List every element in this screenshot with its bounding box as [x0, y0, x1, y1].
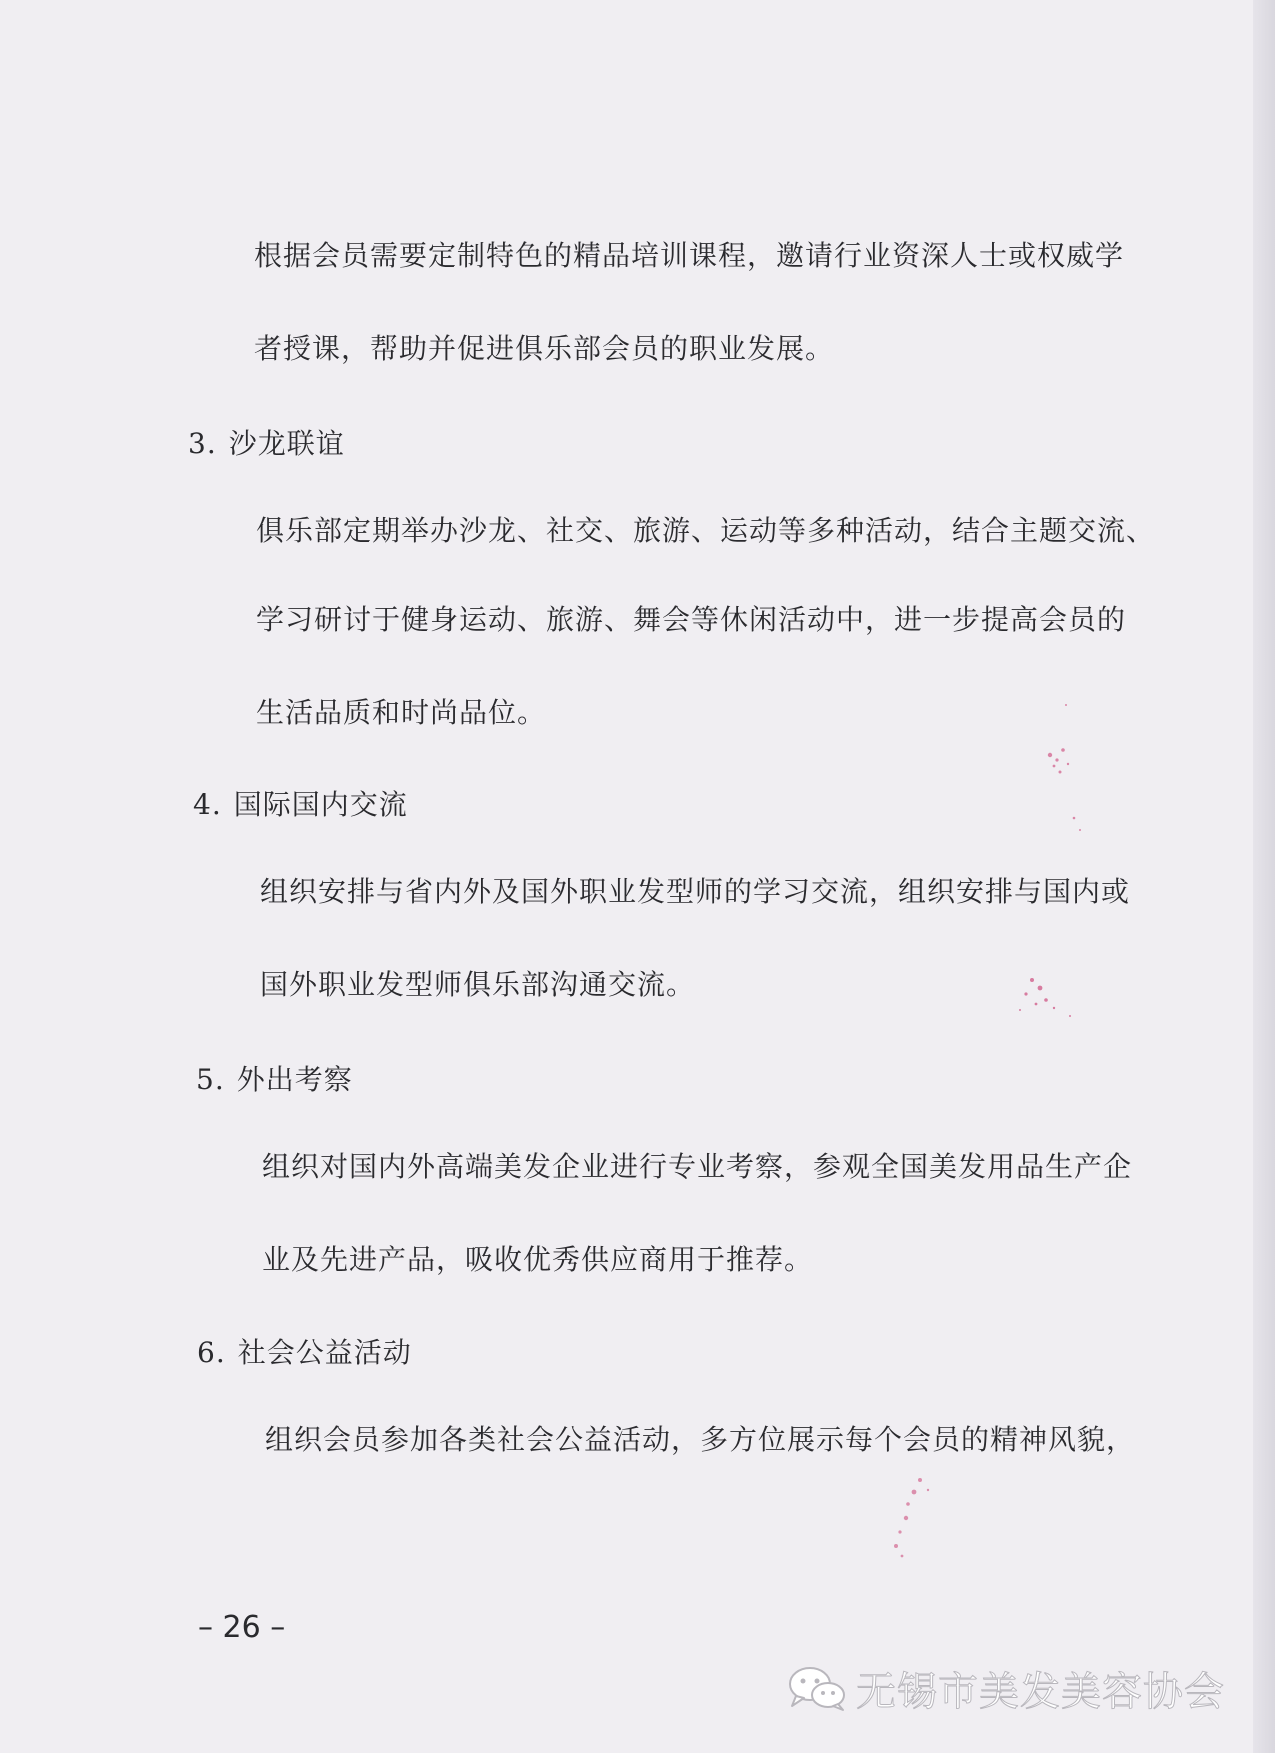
paragraph-line: 生活品质和时尚品位。	[256, 696, 547, 729]
paragraph-line: 者授课，帮助并促进俱乐部会员的职业发展。	[254, 332, 835, 365]
paragraph-line: 组织安排与省内外及国外职业发型师的学习交流，组织安排与国内或	[260, 875, 1131, 908]
section-heading	[197, 1333, 412, 1373]
section-number: 3.	[188, 427, 217, 460]
section-title: 沙龙联谊	[228, 427, 345, 460]
page-number: – 26 –	[198, 1610, 286, 1645]
section-heading	[196, 1060, 353, 1100]
paragraph-line: 根据会员需要定制特色的精品培训课程，邀请行业资深人士或权威学	[254, 239, 1125, 272]
section-number: 6.	[197, 1336, 226, 1369]
seal-stamp-mark	[1010, 960, 1090, 1030]
section-title: 社会公益活动	[237, 1336, 412, 1369]
paragraph-line: 学习研讨于健身运动、旅游、舞会等休闲活动中，进一步提高会员的	[256, 603, 1127, 636]
paragraph-line: 俱乐部定期举办沙龙、社交、旅游、运动等多种活动，结合主题交流、	[256, 514, 1156, 547]
watermark-text: 无锡市美发美容协会	[856, 1668, 1225, 1715]
wechat-watermark	[786, 1660, 1225, 1716]
section-number: 5.	[196, 1063, 225, 1096]
seal-stamp-mark	[870, 1460, 950, 1570]
section-number: 4.	[193, 788, 222, 821]
wechat-icon	[786, 1664, 848, 1712]
page-edge	[1253, 0, 1275, 1753]
paragraph-line: 组织对国内外高端美发企业进行专业考察，参观全国美发用品生产企	[262, 1150, 1133, 1183]
section-heading	[193, 785, 408, 825]
paragraph-line: 组织会员参加各类社会公益活动，多方位展示每个会员的精神风貌，	[265, 1423, 1136, 1456]
section-title: 外出考察	[236, 1063, 353, 1096]
section-heading	[188, 424, 345, 464]
paragraph-line: 业及先进产品，吸收优秀供应商用于推荐。	[262, 1243, 814, 1276]
seal-stamp-mark	[1030, 700, 1090, 840]
paragraph-line: 国外职业发型师俱乐部沟通交流。	[260, 968, 696, 1001]
section-title: 国际国内交流	[233, 788, 408, 821]
